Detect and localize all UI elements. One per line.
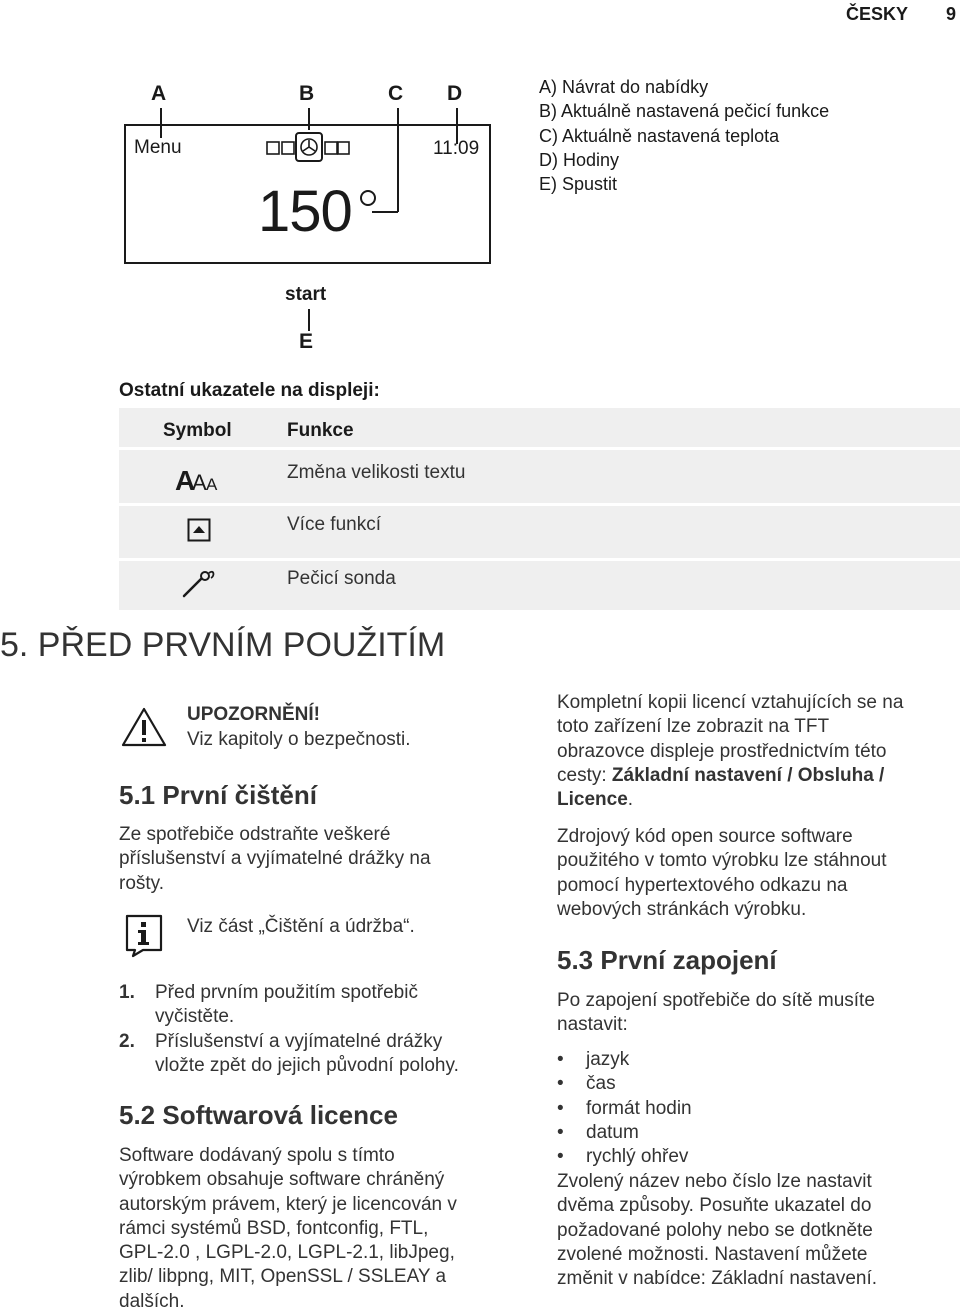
step-text (155, 1030, 459, 1079)
list-item-text: jazyk (586, 1049, 630, 1070)
paragraph (557, 989, 960, 1038)
bullet: • (557, 1073, 564, 1095)
label-b: B (299, 82, 315, 105)
text-line (557, 788, 960, 812)
text-line: použitého v tomto výrobku lze stáhnout (557, 850, 887, 872)
step-number: 2. (119, 1030, 135, 1052)
column-header-symbol: Symbol (163, 420, 232, 441)
subsection-title: 5.3 První zapojení (557, 945, 777, 975)
table-row-function: Více funkcí (287, 514, 381, 535)
menu-path: Základní nastavení / Obsluha / (611, 764, 885, 786)
step-text (155, 981, 418, 1030)
text-line: webových stránkách výrobku. (557, 898, 807, 920)
legend-item: A) Návrat do nabídky (539, 77, 709, 97)
text-line: rošty. (119, 872, 165, 894)
text-line: příslušenství a vyjímatelné drážky na (119, 848, 431, 870)
header-language: ČESKY (845, 4, 908, 24)
text-line: Zvolený název nebo číslo lze nastavit (557, 1171, 872, 1192)
text-line: změnit v nabídce: Základní nastavení. (557, 1268, 878, 1290)
text-line: GPL-2.0 , LGPL-2.0, LGPL-2.1, libJpeg, (119, 1242, 455, 1264)
warning-title: UPOZORNĚNÍ! (187, 704, 320, 725)
text-size-icon (175, 466, 225, 494)
legend-item: C) Aktuálně nastavená teplota (539, 125, 780, 146)
bullet-list (557, 1048, 960, 1169)
list-item (557, 1048, 960, 1072)
bullet: • (557, 1097, 564, 1119)
text-line: dvěma způsoby. Posuňte ukazatel do (557, 1195, 872, 1217)
display-start-label: start (285, 284, 327, 305)
food-probe-icon (181, 568, 217, 598)
more-functions-icon (187, 518, 211, 542)
text-line: obrazovce displeje prostřednictvím této (557, 740, 887, 762)
display-temperature: 150 (258, 179, 352, 244)
table-divider (119, 558, 960, 561)
text-line: Po zapojení spotřebiče do sítě musíte (557, 990, 875, 1011)
text-fragment: . (627, 789, 634, 811)
text-line: zvolené možnosti. Nastavení můžete (557, 1243, 868, 1265)
list-item-text: formát hodin (586, 1097, 692, 1119)
table-row-function: Změna velikosti textu (287, 462, 466, 483)
legend-item: E) Spustit (539, 174, 618, 195)
warning-icon (121, 706, 167, 748)
text-line: Software dodávaný spolu s tímto (119, 1145, 395, 1166)
indicators-table (119, 408, 960, 610)
text-line: dalších. (119, 1290, 185, 1312)
list-item (119, 1030, 519, 1079)
step-number: 1. (119, 982, 135, 1003)
list-item (557, 1097, 960, 1121)
display-menu-label: Menu (134, 137, 182, 158)
text-fragment: cesty: (557, 764, 612, 786)
paragraph (557, 1170, 960, 1291)
text-line: Před prvním použitím spotřebič (155, 982, 418, 1003)
degree-icon (360, 190, 376, 206)
bullet: • (557, 1121, 564, 1143)
text-line: Zdrojový kód open source software (557, 826, 853, 847)
list-item (557, 1121, 960, 1145)
leader-line-e (308, 309, 310, 331)
label-e: E (299, 330, 314, 353)
page-number: 9 (945, 4, 956, 24)
table-divider (119, 503, 960, 506)
text-line: vyčistěte. (155, 1006, 235, 1028)
steps-list (119, 981, 519, 1078)
subsection-title: 5.2 Softwarová licence (119, 1100, 398, 1130)
legend-item: D) Hodiny (539, 149, 620, 170)
diagram-legend (539, 75, 829, 196)
table-divider (119, 447, 960, 450)
paragraph (119, 823, 519, 896)
label-c: C (388, 82, 404, 105)
indicators-title: Ostatní ukazatele na displeji: (119, 380, 380, 401)
text-line: vložte zpět do jejich původní polohy. (155, 1054, 459, 1076)
list-item (119, 981, 519, 1030)
list-item (557, 1145, 960, 1169)
svg-text:A: A (206, 475, 218, 494)
text-line: nastavit: (557, 1014, 628, 1036)
bullet: • (557, 1146, 564, 1168)
warning-text: Viz kapitoly o bezpečnosti. (187, 729, 411, 750)
text-line: rámci systémů BSD, fontconfig, FTL, (119, 1217, 429, 1239)
svg-text:A: A (192, 470, 207, 494)
bullet: • (557, 1049, 564, 1070)
page-header (0, 0, 960, 28)
text-line: toto zařízení lze zobrazit na TFT (557, 716, 830, 738)
display-clock: 11:09 (433, 138, 480, 159)
paragraph (557, 825, 960, 922)
text-line: Příslušenství a vyjímatelné drážky (155, 1030, 443, 1052)
list-item-text: rychlý ohřev (586, 1146, 689, 1168)
text-line: Ze spotřebiče odstraňte veškeré (119, 824, 391, 845)
section-title: 5. PŘED PRVNÍM POUŽITÍM (0, 626, 446, 664)
text-line: požadované polohy nebo se dotkněte (557, 1219, 873, 1241)
paragraph (119, 1144, 529, 1314)
subsection-title: 5.1 První čištění (119, 780, 317, 810)
label-d: D (447, 82, 463, 105)
list-item-text: datum (586, 1121, 639, 1143)
list-item-text: čas (586, 1073, 616, 1095)
info-icon (123, 914, 165, 958)
legend-item: B) Aktuálně nastavená pečicí funkce (539, 101, 830, 122)
text-line: Kompletní kopii licencí vztahujících se na (557, 692, 904, 713)
info-text: Viz část „Čištění a údržba“. (187, 916, 415, 937)
menu-path: Licence (557, 789, 628, 811)
label-a: A (151, 82, 167, 105)
text-line: autorským právem, který je licencován v (119, 1193, 457, 1215)
list-item (557, 1072, 960, 1096)
table-row-function: Pečicí sonda (287, 568, 396, 589)
paragraph (557, 691, 960, 812)
heating-functions-icon (266, 132, 350, 162)
text-line: výrobkem obsahuje software chráněný (119, 1169, 445, 1191)
text-line: zlib/ libpng, MIT, OpenSSL / SSLEAY a (119, 1266, 447, 1288)
text-line (557, 764, 960, 788)
svg-text:A: A (175, 466, 196, 494)
text-line: pomocí hypertextového odkazu na (557, 874, 848, 896)
column-header-function: Funkce (287, 420, 354, 441)
